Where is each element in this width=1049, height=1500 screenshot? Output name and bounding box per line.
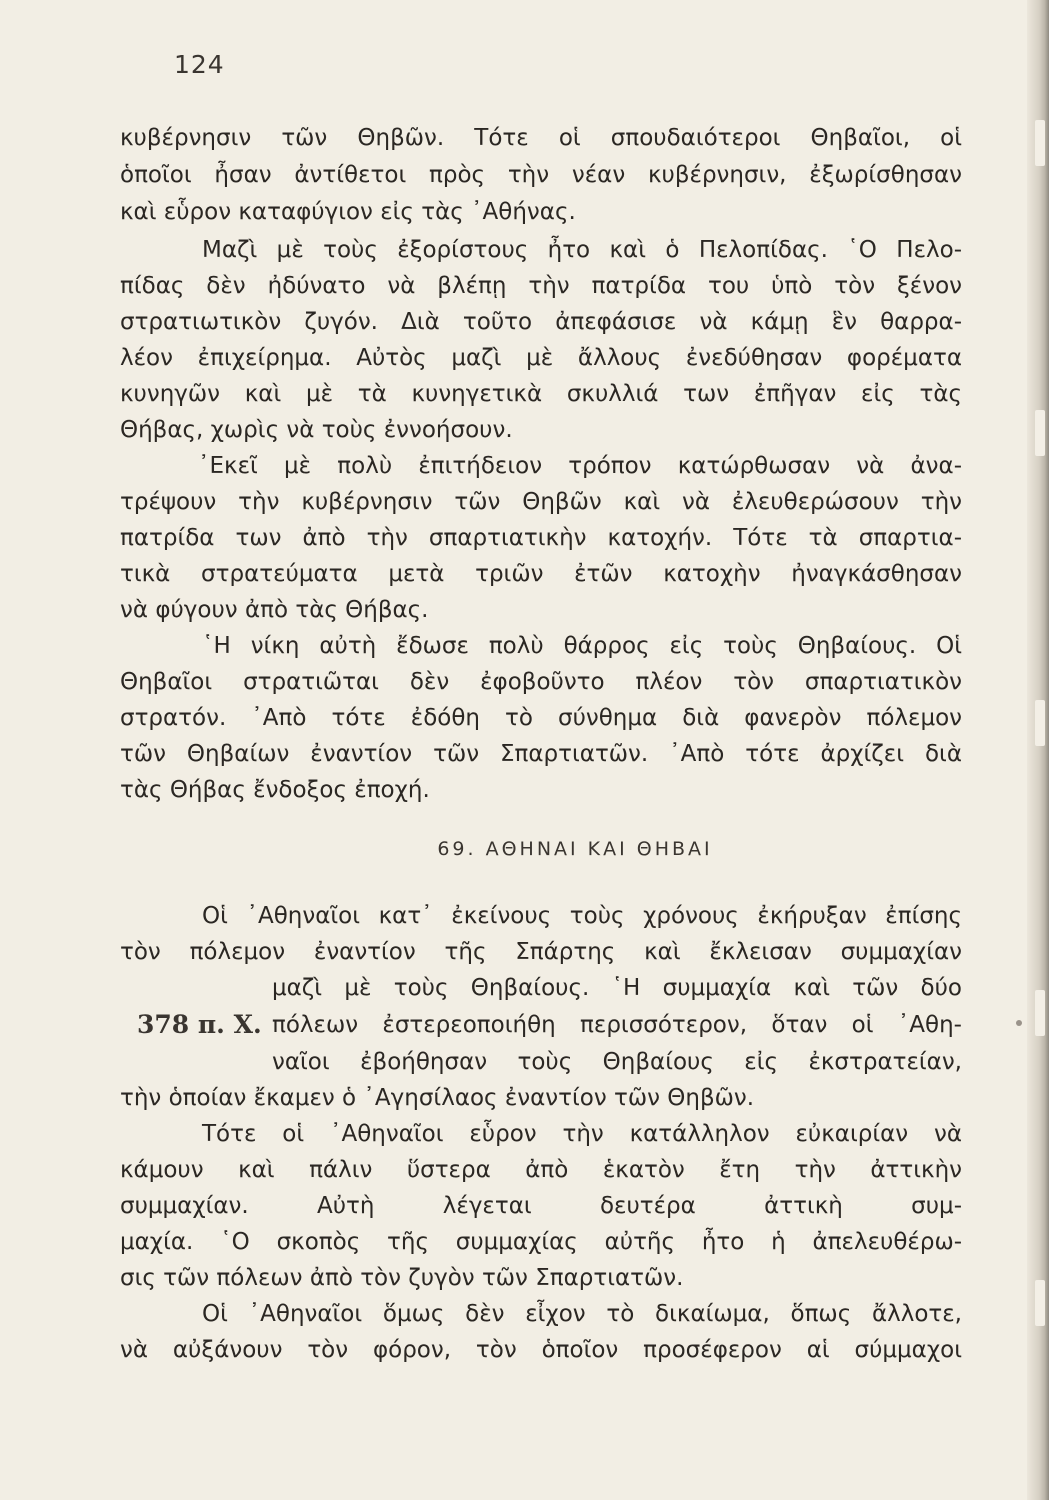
text-line: Θηβαῖοι στρατιῶται δὲν ἐφοβοῦντο πλέον τὸν σπαρτιατικὸν (120, 669, 962, 695)
text-line: πόλεων ἐστερεοποιήθη περισσότερον, ὅταν οἱ ᾿Αθη- (272, 1012, 962, 1038)
text-line: λέον ἐπιχείρημα. Αὐτὸς μαζὶ μὲ ἄλλους ἐνεδύθησαν φορέματα (120, 345, 962, 371)
margin-date-note: 378 π. Χ. (137, 1010, 262, 1039)
edge-shadow (1035, 410, 1045, 456)
text-line: κάμουν καὶ πάλιν ὕστερα ἀπὸ ἑκατὸν ἔτη τὴν ἀττικὴν (120, 1157, 962, 1183)
text-line: Μαζὶ μὲ τοὺς ἐξορίστους ἦτο καὶ ὁ Πελοπίδας. ῾Ο Πελο- (202, 237, 962, 263)
text-line: σις τῶν πόλεων ἀπὸ τὸν ζυγὸν τῶν Σπαρτιατῶν. (120, 1265, 684, 1291)
edge-shadow (1035, 700, 1045, 746)
text-line: Οἱ ᾿Αθηναῖοι κατ᾿ ἐκείνους τοὺς χρόνους ἐκήρυξαν ἐπίσης (202, 903, 962, 929)
text-line: τῶν Θηβαίων ἐναντίον τῶν Σπαρτιατῶν. ᾿Απὸ τότε ἀρχίζει διὰ (120, 741, 962, 767)
text-line: ὁποῖοι ἦσαν ἀντίθετοι πρὸς τὴν νέαν κυβέρνησιν, ἐξωρίσθησαν (120, 162, 962, 188)
edge-shadow (1035, 990, 1045, 1036)
edge-shadow (1035, 1280, 1045, 1326)
page-number: 124 (174, 50, 225, 79)
text-line: ᾿Εκεῖ μὲ πολὺ ἐπιτήδειον τρόπον κατώρθωσαν νὰ ἀνα- (198, 453, 962, 479)
text-line: ῾Η νίκη αὐτὴ ἔδωσε πολὺ θάρρος εἰς τοὺς Θηβαίους. Οἱ (202, 633, 962, 659)
text-line: Θήβας, χωρὶς νὰ τοὺς ἐννοήσουν. (120, 417, 513, 443)
text-line: πίδας δὲν ἠδύνατο νὰ βλέπῃ τὴν πατρίδα του ὑπὸ τὸν ξένον (120, 273, 962, 299)
text-line: καὶ εὗρον καταφύγιον εἰς τὰς ᾿Αθήνας. (120, 199, 576, 225)
text-line: τὰς Θήβας ἔνδοξος ἐποχή. (120, 777, 430, 803)
text-line: νὰ φύγουν ἀπὸ τὰς Θήβας. (120, 597, 429, 623)
section-heading: 69. ΑΘΗΝΑΙ ΚΑΙ ΘΗΒΑΙ (437, 838, 713, 860)
text-line: κυβέρνησιν τῶν Θηβῶν. Τότε οἱ σπουδαιότεροι Θηβαῖοι, οἱ (120, 125, 962, 151)
text-line: νὰ αὐξάνουν τὸν φόρον, τὸν ὁποῖον προσέφερον αἱ σύμμαχοι (120, 1337, 962, 1363)
text-line: κυνηγῶν καὶ μὲ τὰ κυνηγετικὰ σκυλλιά των ἐπῆγαν εἰς τὰς (120, 381, 962, 407)
text-line: στρατιωτικὸν ζυγόν. Διὰ τοῦτο ἀπεφάσισε νὰ κάμῃ ἓν θαρρα- (120, 309, 962, 335)
page-edge (1027, 0, 1049, 1500)
text-line: στρατόν. ᾿Απὸ τότε ἐδόθη τὸ σύνθημα διὰ φανερὸν πόλεμον (120, 705, 962, 731)
text-line: πατρίδα των ἀπὸ τὴν σπαρτιατικὴν κατοχήν. Τότε τὰ σπαρτια- (120, 525, 962, 551)
edge-shadow (1035, 120, 1045, 166)
text-line: Τότε οἱ ᾿Αθηναῖοι εὗρον τὴν κατάλληλον εὐκαιρίαν νὰ (202, 1121, 962, 1147)
text-line: συμμαχίαν. Αὐτὴ λέγεται δευτέρα ἀττικὴ συμ- (120, 1193, 962, 1219)
text-line: τὸν πόλεμον ἐναντίον τῆς Σπάρτης καὶ ἔκλεισαν συμμαχίαν (120, 939, 962, 965)
text-line: ναῖοι ἐβοήθησαν τοὺς Θηβαίους εἰς ἐκστρατείαν, (272, 1049, 962, 1075)
text-line: τικὰ στρατεύματα μετὰ τριῶν ἐτῶν κατοχὴν ἠναγκάσθησαν (120, 561, 962, 587)
margin-dot (1016, 1020, 1022, 1026)
text-line: μαχία. ῾Ο σκοπὸς τῆς συμμαχίας αὐτῆς ἦτο ἡ ἀπελευθέρω- (120, 1229, 962, 1255)
text-line: μαζὶ μὲ τοὺς Θηβαίους. ῾Η συμμαχία καὶ τῶν δύο (272, 975, 962, 1001)
text-line: τὴν ὁποίαν ἔκαμεν ὁ ᾿Αγησίλαος ἐναντίον τῶν Θηβῶν. (120, 1085, 755, 1111)
text-line: Οἱ ᾿Αθηναῖοι ὅμως δὲν εἶχον τὸ δικαίωμα, ὅπως ἄλλοτε, (202, 1301, 962, 1327)
text-line: τρέψουν τὴν κυβέρνησιν τῶν Θηβῶν καὶ νὰ ἐλευθερώσουν τὴν (120, 489, 962, 515)
